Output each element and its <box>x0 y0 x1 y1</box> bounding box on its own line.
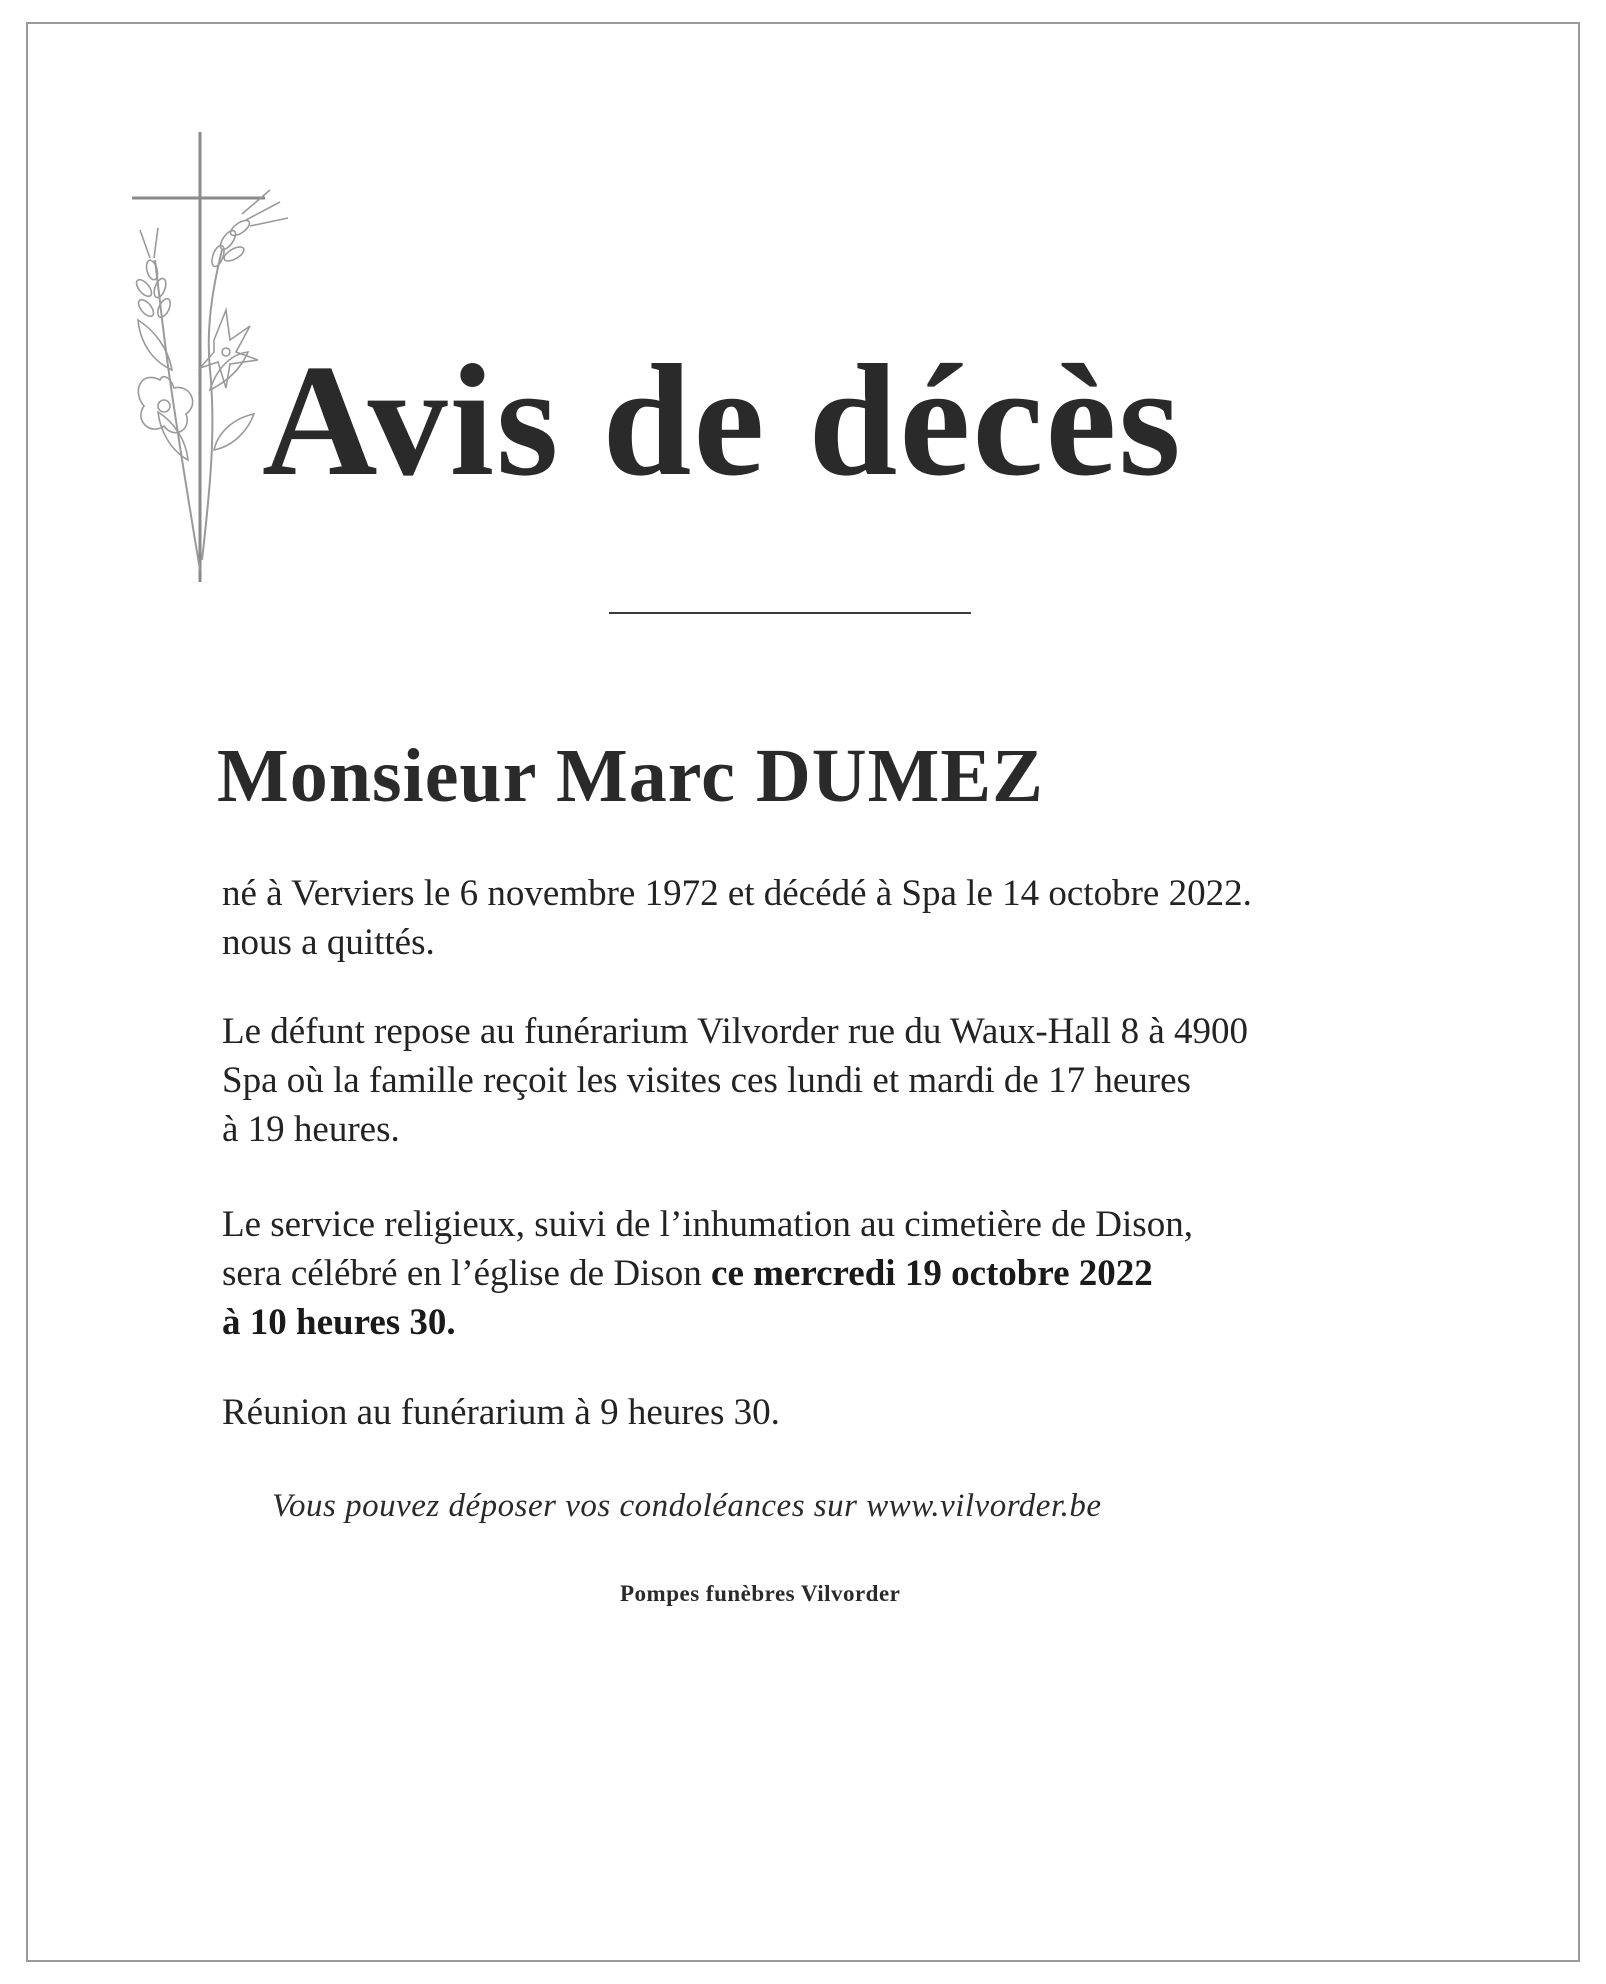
meeting-paragraph: Réunion au funérarium à 9 heures 30. <box>222 1392 780 1433</box>
funeral-company: Pompes funèbres Vilvorder <box>620 1581 901 1606</box>
service-line-2: sera célébré en l’église de Dison <box>222 1253 712 1294</box>
birth-death-line-2: nous a quittés. <box>222 922 435 963</box>
condolences-note: Vous pouvez déposer vos condoléances sur www.vilvorder.be <box>272 1488 1102 1524</box>
rest-paragraph <box>222 1007 1248 1154</box>
birth-death-paragraph <box>222 869 1252 967</box>
service-time: à 10 heures 30. <box>222 1302 456 1343</box>
service-paragraph <box>222 1200 1193 1347</box>
service-date: ce mercredi 19 octobre 2022 <box>711 1253 1153 1294</box>
divider <box>609 612 971 614</box>
rest-line-2: Spa où la famille reçoit les visites ces lundi et mardi de 17 heures <box>222 1060 1191 1101</box>
service-line-1: Le service religieux, suivi de l’inhumation au cimetière de Dison, <box>222 1204 1193 1245</box>
birth-death-line-1: né à Verviers le 6 novembre 1972 et décédé à Spa le 14 octobre 2022. <box>222 873 1252 914</box>
rest-line-3: à 19 heures. <box>222 1109 400 1150</box>
deceased-name: Monsieur Marc DUMEZ <box>217 734 1044 818</box>
rest-line-1: Le défunt repose au funérarium Vilvorder rue du Waux-Hall 8 à 4900 <box>222 1011 1249 1052</box>
page-title: Avis de décès <box>262 331 1183 509</box>
